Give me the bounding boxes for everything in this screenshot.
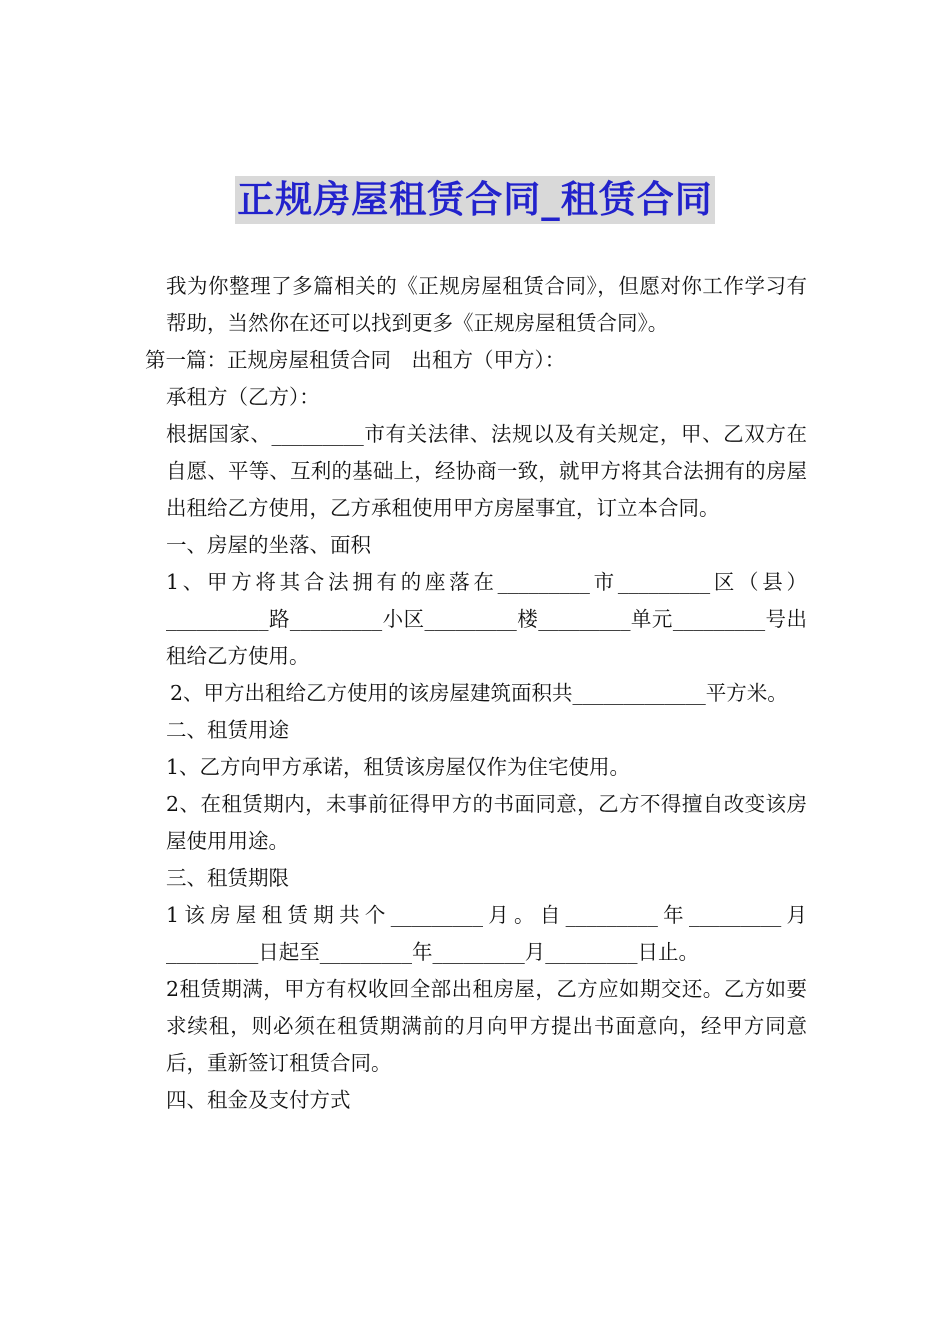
clause-1-2: 2、甲方出租给乙方使用的该房屋建筑面积共_____________平方米。 (170, 681, 788, 705)
section-heading-3: 三、租赁期限 (166, 866, 289, 890)
clause-1-1: 1、甲方将其合法拥有的座落在_________市_________区（县）__________路_________小区_________楼_________单元_________号出租给乙方使用。 (166, 570, 807, 668)
document-title: 正规房屋租赁合同_租赁合同 (235, 176, 715, 224)
clause-2-2: 2、在租赁期内，未事前征得甲方的书面同意，乙方不得擅自改变该房屋使用用途。 (166, 792, 807, 853)
document-body (145, 268, 807, 1119)
intro-paragraph: 我为你整理了多篇相关的《正规房屋租赁合同》，但愿对你工作学习有帮助，当然你在还可以找到更多《正规房屋租赁合同》。 (166, 274, 807, 335)
clause-2-1: 1、乙方向甲方承诺，租赁该房屋仅作为住宅使用。 (166, 755, 631, 779)
clause-3-1: 1该房屋租赁期共个_________月。自_________年_________月_________日起至_________年_________月_________日止。 (166, 903, 807, 964)
first-heading: 第一篇：正规房屋租赁合同 出租方（甲方）： (145, 348, 566, 372)
section-heading-1: 一、房屋的坐落、面积 (166, 533, 371, 557)
title-wrap (0, 176, 950, 224)
section-heading-2: 二、租赁用途 (166, 718, 289, 742)
section-heading-4: 四、租金及支付方式 (166, 1088, 351, 1112)
lessee-line: 承租方（乙方）： (166, 385, 320, 409)
preamble-paragraph: 根据国家、_________市有关法律、法规以及有关规定，甲、乙双方在自愿、平等、互利的基础上，经协商一致，就甲方将其合法拥有的房屋出租给乙方使用，乙方承租使用甲方房屋事宜，订立本合同。 (166, 422, 807, 520)
clause-3-2: 2租赁期满，甲方有权收回全部出租房屋，乙方应如期交还。乙方如要求续租，则必须在租赁期满前的月向甲方提出书面意向，经甲方同意后，重新签订租赁合同。 (166, 977, 807, 1075)
